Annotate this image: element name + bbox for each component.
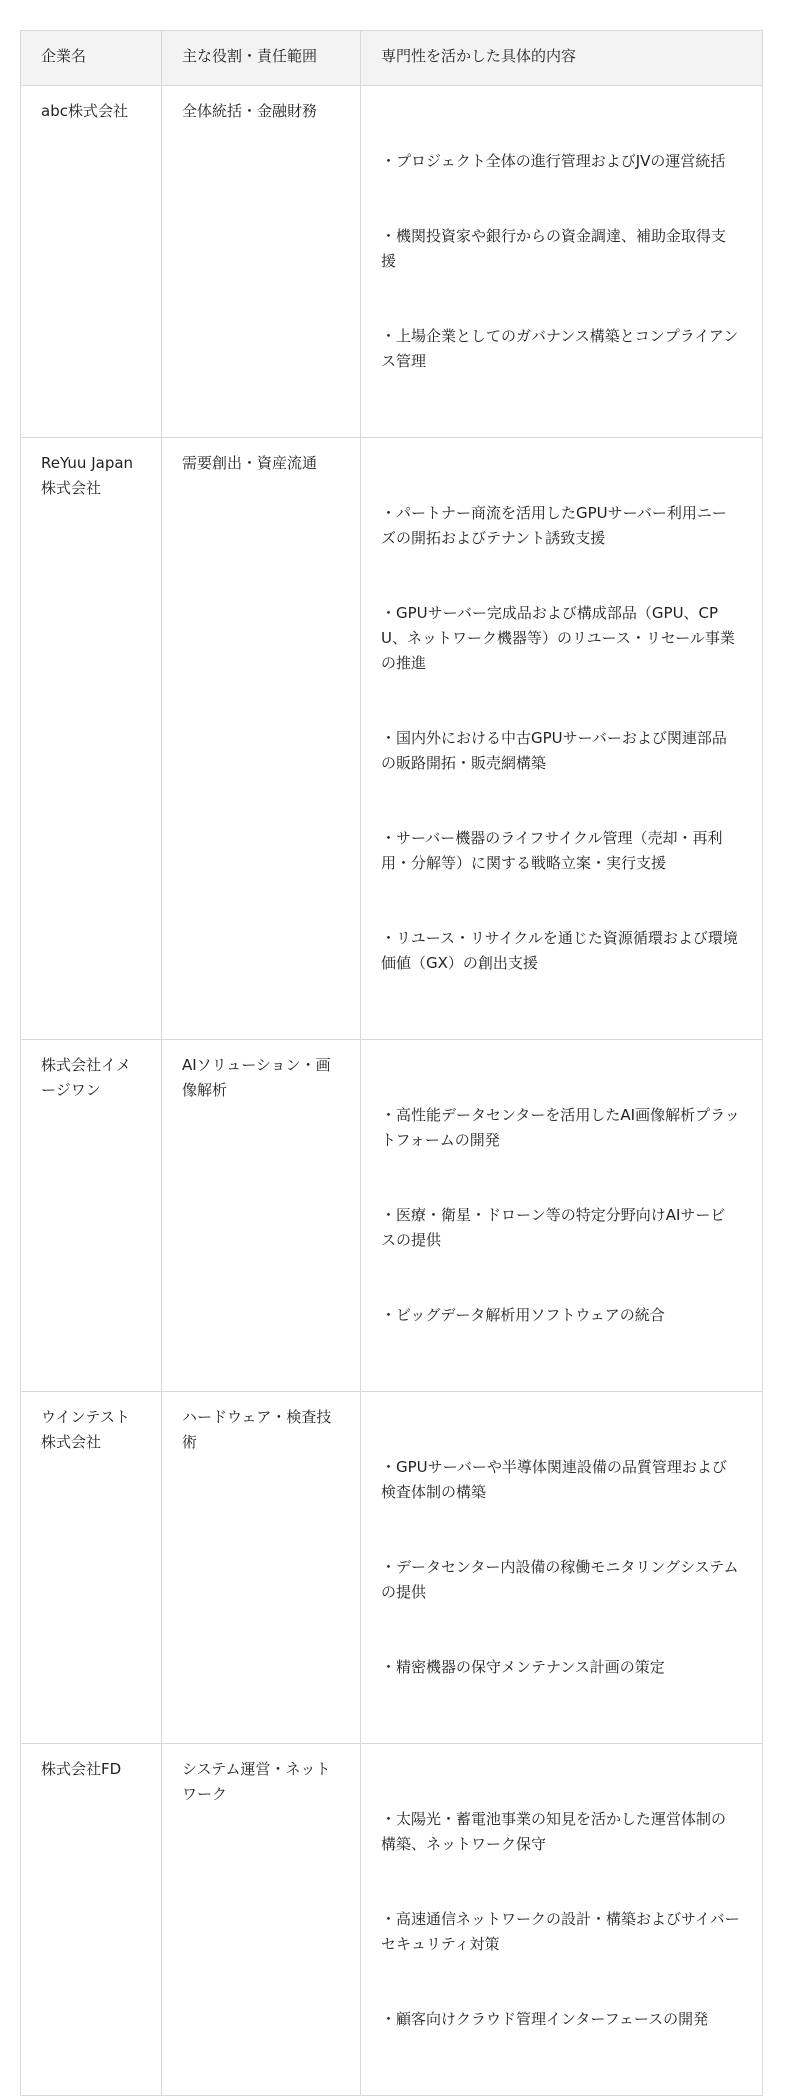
detail-item: ・パートナー商流を活用したGPUサーバー利用ニーズの開拓およびテナント誘致支援 [381,504,727,547]
company-name: abc株式会社 [21,86,162,438]
detail-item: ・太陽光・蓄電池事業の知見を活かした運営体制の構築、ネットワーク保守 [381,1810,727,1853]
detail-item: ・医療・衛星・ドローン等の特定分野向けAIサービスの提供 [381,1206,726,1249]
details-cell [361,1392,763,1744]
partner-roles-table [20,30,763,2096]
role-cell: AIソリューション・画像解析 [162,1040,361,1392]
company-name: 株式会社FD [21,1744,162,2096]
company-name: ウインテスト株式会社 [21,1392,162,1744]
detail-item: ・顧客向けクラウド管理インターフェースの開発 [381,2010,709,2028]
details-cell [361,1744,763,2096]
table-row [21,86,763,438]
table-row [21,1040,763,1392]
detail-item: ・GPUサーバー完成品および構成部品（GPU、CPU、ネットワーク機器等）のリユース・リセール事業の推進 [381,604,735,672]
table-row [21,1392,763,1744]
detail-item: ・サーバー機器のライフサイクル管理（売却・再利用・分解等）に関する戦略立案・実行支援 [381,829,723,872]
detail-item: ・上場企業としてのガバナンス構築とコンプライアンス管理 [381,327,739,370]
table-row [21,438,763,1040]
details-cell [361,86,763,438]
detail-item: ・リユース・リサイクルを通じた資源循環および環境価値（GX）の創出支援 [381,929,738,972]
detail-item: ・国内外における中古GPUサーバーおよび関連部品の販路開拓・販売網構築 [381,729,727,772]
detail-item: ・GPUサーバーや半導体関連設備の品質管理および検査体制の構築 [381,1458,727,1501]
header-role: 主な役割・責任範囲 [162,31,361,86]
header-details: 専門性を活かした具体的内容 [361,31,763,86]
role-cell: システム運営・ネットワーク [162,1744,361,2096]
table-header-row [21,31,763,86]
detail-item: ・高性能データセンターを活用したAI画像解析プラットフォームの開発 [381,1106,740,1149]
detail-item: ・データセンター内設備の稼働モニタリングシステムの提供 [381,1558,739,1601]
company-name: 株式会社イメージワン [21,1040,162,1392]
table-row [21,1744,763,2096]
role-cell: 需要創出・資産流通 [162,438,361,1040]
details-cell [361,1040,763,1392]
details-cell [361,438,763,1040]
detail-item: ・精密機器の保守メンテナンス計画の策定 [381,1658,665,1676]
detail-item: ・ビッグデータ解析用ソフトウェアの統合 [381,1306,665,1324]
header-company: 企業名 [21,31,162,86]
role-cell: 全体統括・金融財務 [162,86,361,438]
detail-item: ・機関投資家や銀行からの資金調達、補助金取得支援 [381,227,727,270]
detail-item: ・プロジェクト全体の進行管理およびJVの運営統括 [381,152,726,170]
role-cell: ハードウェア・検査技術 [162,1392,361,1744]
detail-item: ・高速通信ネットワークの設計・構築およびサイバーセキュリティ対策 [381,1910,740,1953]
company-name: ReYuu Japan株式会社 [21,438,162,1040]
